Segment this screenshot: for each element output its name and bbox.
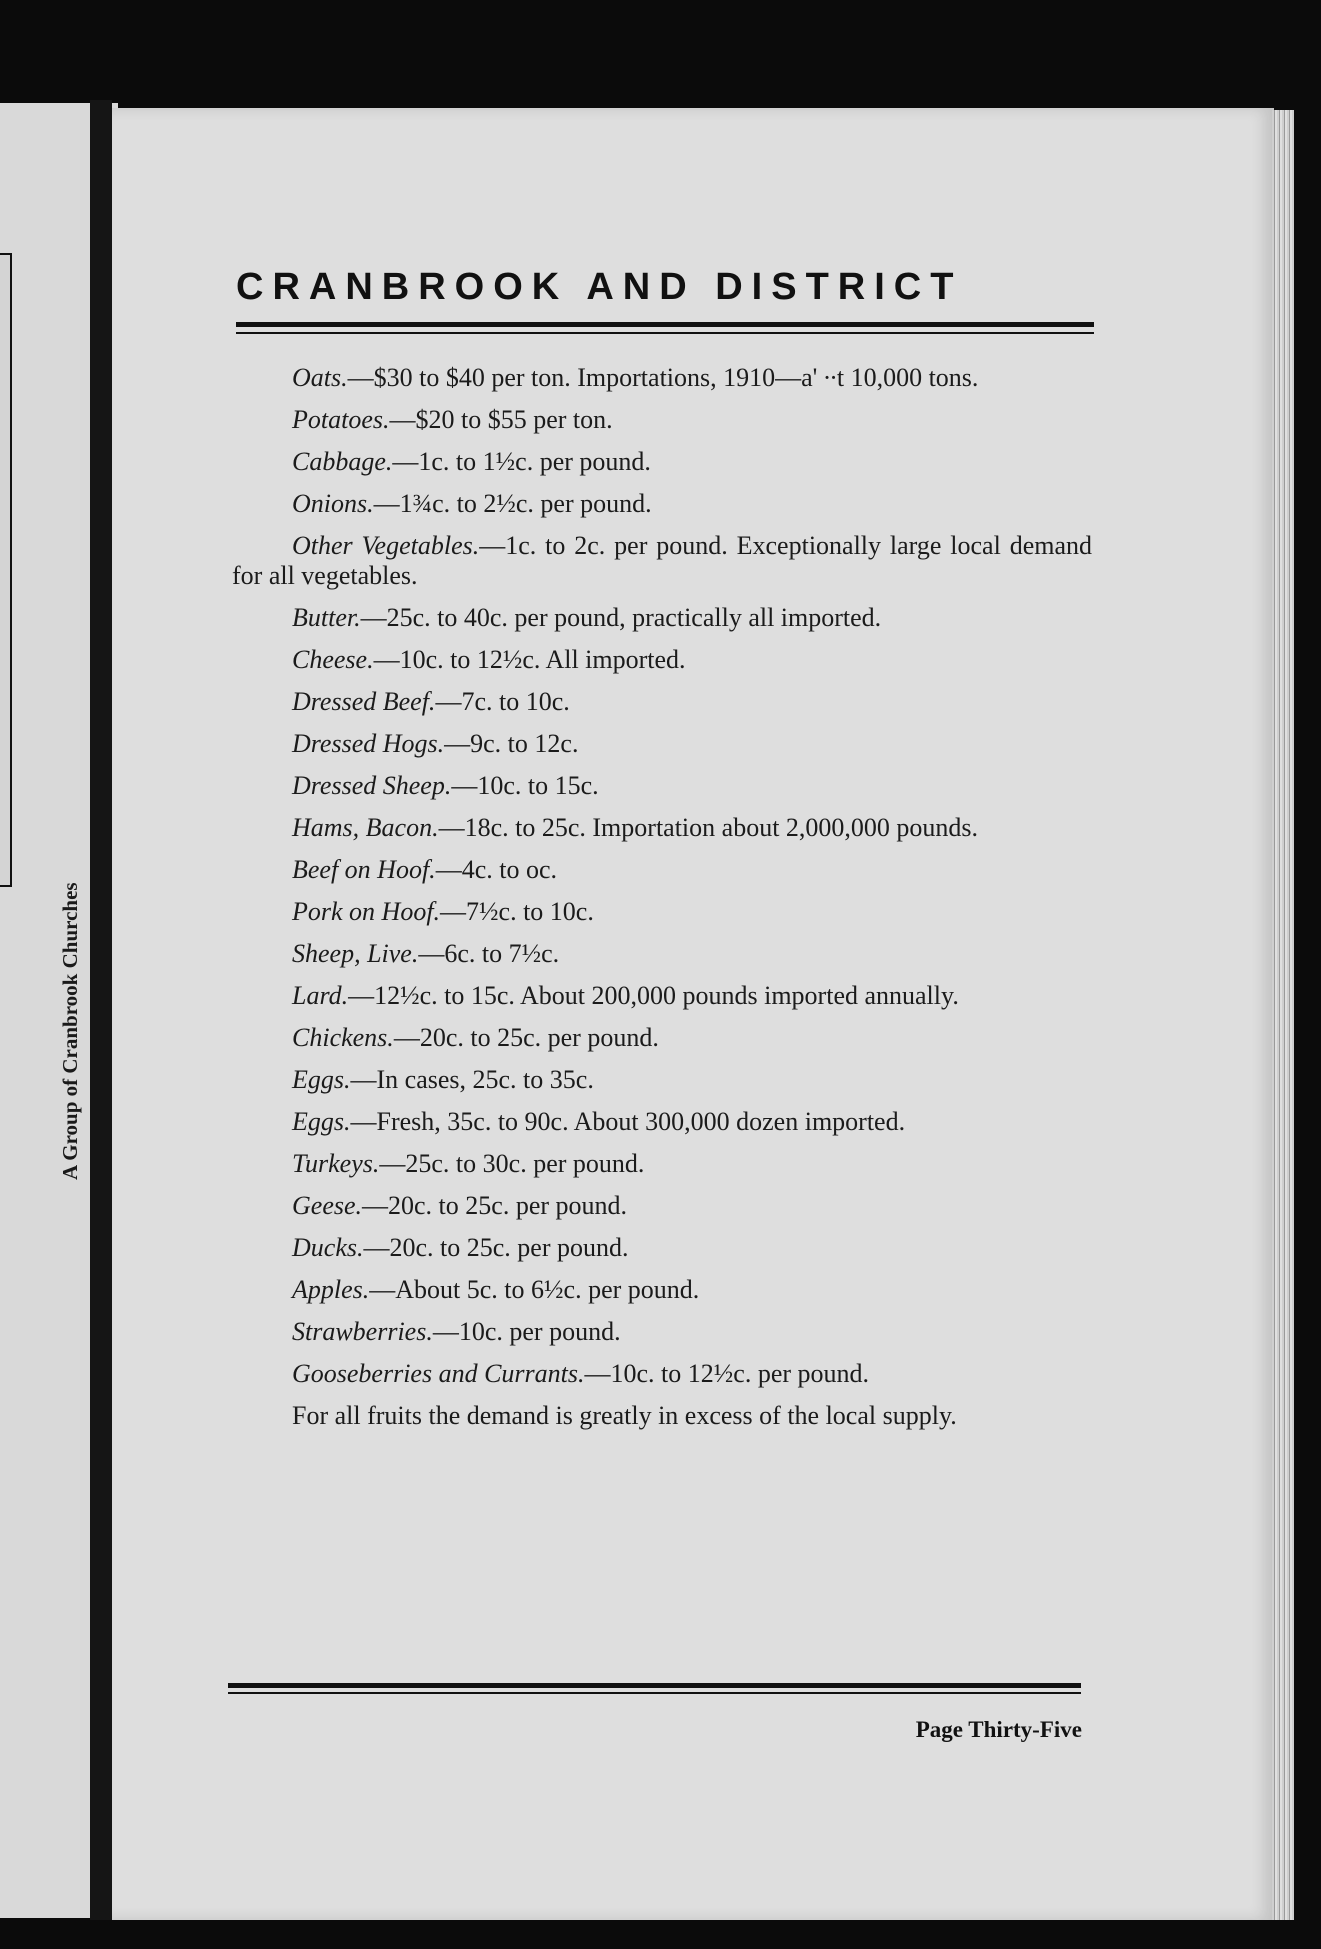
entry-term: Onions. (292, 489, 374, 518)
left-page-frame (0, 253, 12, 887)
price-entry (232, 405, 1092, 435)
entry-term: Strawberries. (292, 1317, 433, 1346)
entry-term: Cabbage. (292, 447, 393, 476)
price-entry (232, 1191, 1092, 1221)
entry-text: —Fresh, 35c. to 90c. About 300,000 dozen imported. (350, 1107, 906, 1136)
entry-term: Lard. (292, 981, 349, 1010)
entry-text: —1c. to 2c. per pound. Exceptionally large local demand for all vegetables. (232, 531, 1092, 590)
price-entry (232, 1317, 1092, 1347)
entry-text: —12½c. to 15c. About 200,000 pounds imported annually. (348, 981, 959, 1010)
price-entry (232, 771, 1092, 801)
price-entry (232, 447, 1092, 477)
price-entry (232, 855, 1092, 885)
price-entry (232, 897, 1092, 927)
page-header-title: CRANBROOK AND DISTRICT (236, 266, 963, 308)
price-entry (232, 489, 1092, 519)
page-number: Page Thirty-Five (915, 1717, 1082, 1742)
entry-term: Sheep, Live. (292, 939, 419, 968)
entry-term: Other Vegetables. (292, 531, 480, 560)
entry-term: Oats. (292, 363, 348, 392)
entry-term: Geese. (292, 1191, 363, 1220)
entry-term: Eggs. (292, 1107, 351, 1136)
price-entry (232, 645, 1092, 675)
price-entry (232, 531, 1092, 591)
entry-text: For all fruits the demand is greatly in excess of the local supply. (292, 1401, 957, 1430)
entry-term: Cheese. (292, 645, 374, 674)
price-entry (232, 813, 1092, 843)
entry-text: —4c. to oc. (435, 855, 557, 884)
entry-term: Gooseberries and Currants. (292, 1359, 585, 1388)
entry-term: Potatoes. (292, 405, 390, 434)
price-entry (232, 939, 1092, 969)
entry-text: —9c. to 12c. (444, 729, 579, 758)
entry-term: Pork on Hoof. (292, 897, 441, 926)
price-entry (232, 1023, 1092, 1053)
entry-text: —20c. to 25c. per pound. (362, 1191, 628, 1220)
entry-text: —7½c. to 10c. (440, 897, 594, 926)
entry-text: —10c. to 12½c. per pound. (584, 1359, 870, 1388)
price-entry (232, 1275, 1092, 1305)
price-entry (232, 363, 1092, 393)
header-rule-thin (236, 332, 1094, 334)
entry-text: —$20 to $55 per ton. (389, 405, 613, 434)
price-entry (232, 1401, 1092, 1431)
entry-term: Beef on Hoof. (292, 855, 436, 884)
entry-term: Eggs. (292, 1065, 351, 1094)
entry-term: Butter. (292, 603, 361, 632)
entry-term: Dressed Sheep. (292, 771, 452, 800)
book-binding (90, 100, 112, 1920)
footer-rule-thin (228, 1692, 1081, 1694)
entry-text: —25c. to 30c. per pound. (379, 1149, 645, 1178)
entry-text: —18c. to 25c. Importation about 2,000,000 pounds. (438, 813, 979, 842)
price-entry (232, 1107, 1092, 1137)
entry-text: —7c. to 10c. (435, 687, 570, 716)
price-entry (232, 729, 1092, 759)
entry-text: —10c. per pound. (432, 1317, 621, 1346)
entry-text: —6c. to 7½c. (418, 939, 560, 968)
entry-text: —20c. to 25c. per pound. (363, 1233, 629, 1262)
entry-term: Chickens. (292, 1023, 394, 1052)
price-entry (232, 981, 1092, 1011)
entry-term: Hams, Bacon. (292, 813, 439, 842)
entry-term: Ducks. (292, 1233, 364, 1262)
entry-text: —1¾c. to 2½c. per pound. (373, 489, 652, 518)
entry-text: —$30 to $40 per ton. Importations, 1910—a' ∙∙t 10,000 tons. (347, 363, 979, 392)
entry-text: —1c. to 1½c. per pound. (392, 447, 651, 476)
price-entry (232, 1065, 1092, 1095)
price-entry (232, 1359, 1092, 1389)
entry-text: —25c. to 40c. per pound, practically all imported. (360, 603, 882, 632)
footer-rule-thick (228, 1683, 1081, 1688)
entry-text: —10c. to 12½c. All imported. (373, 645, 686, 674)
entry-text: —20c. to 25c. per pound. (393, 1023, 659, 1052)
price-entry (232, 1149, 1092, 1179)
entry-term: Turkeys. (292, 1149, 380, 1178)
entry-term: Apples. (292, 1275, 370, 1304)
page-edge (1272, 110, 1294, 1920)
price-entry (232, 687, 1092, 717)
entry-term: Dressed Beef. (292, 687, 436, 716)
left-page-caption: A Group of Cranbrook Churches (58, 882, 82, 1180)
price-list (232, 363, 1092, 1443)
price-entry (232, 1233, 1092, 1263)
price-entry (232, 603, 1092, 633)
entry-text: —10c. to 15c. (451, 771, 599, 800)
entry-term: Dressed Hogs. (292, 729, 445, 758)
entry-text: —About 5c. to 6½c. per pound. (369, 1275, 700, 1304)
header-rule-thick (236, 322, 1094, 327)
entry-text: —In cases, 25c. to 35c. (350, 1065, 594, 1094)
